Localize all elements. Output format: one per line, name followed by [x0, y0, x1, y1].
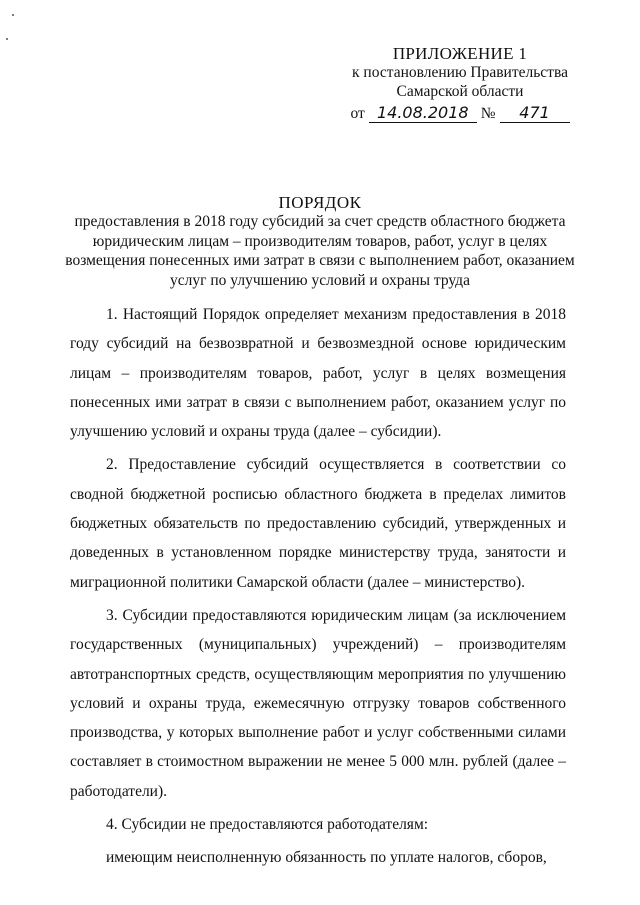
document-body — [70, 300, 566, 877]
approval-line-1: к постановлению Правительства — [352, 64, 568, 81]
scan-speck — [6, 38, 8, 40]
date-prefix: от — [350, 105, 365, 122]
paragraph-3: 3. Субсидии предоставляются юридическим лицам (за исключением государственных (муниципальных) учреждений) – производителям автотранспортных средств, осуществляющим мероприятия по улучшению условий и охраны труда, ежемесячную отгрузку товаров собственного производства, у которых выполнение работ и услуг собственными силами составляет в стоимостном выражении не менее 5 000 млн. рублей (далее – работодатели). — [70, 606, 566, 800]
paragraph-4: 4. Субсидии не предоставляются работодателям: — [106, 816, 429, 834]
appendix-heading: ПРИЛОЖЕНИЕ 1 — [392, 44, 528, 63]
document-subtitle: предоставления в 2018 году субсидий за счет средств областного бюджета юридическим лицам – производителям товаров, работ, услуг в целях возмещения понесенных ими затрат в связи с выполнением работ, оказанием услуг по улучшению условий и охраны труда — [65, 213, 575, 289]
handwritten-number: 471 — [500, 103, 570, 123]
number-prefix: № — [480, 105, 496, 122]
approval-block — [340, 44, 580, 123]
document-title: ПОРЯДОК — [278, 193, 362, 212]
date-number-line — [340, 103, 580, 123]
paragraph-2: 2. Предоставление субсидий осуществляется в соответствии со сводной бюджетной росписью областного бюджета в пределах лимитов бюджетных обязательств по предоставлению субсидий, утвержденных и доведенных в установленном порядке министерству труда, занятости и миграционной политики Самарской области (далее – министерство). — [70, 456, 566, 591]
scan-speck — [12, 14, 14, 16]
paragraph-1: 1. Настоящий Порядок определяет механизм предоставления в 2018 году субсидий на безвозвратной и безвозмездной основе юридическим лицам – производителям товаров, работ, услуг в целях возмещения понесенных ими затрат в связи с выполнением работ, оказанием услуг по улучшению условий и охраны труда (далее – субсидии). — [70, 306, 566, 441]
handwritten-date: 14.08.2018 — [369, 103, 477, 123]
paragraph-5: имеющим неисполненную обязанность по уплате налогов, сборов, — [106, 849, 547, 867]
approval-line-2: Самарской области — [396, 83, 524, 100]
